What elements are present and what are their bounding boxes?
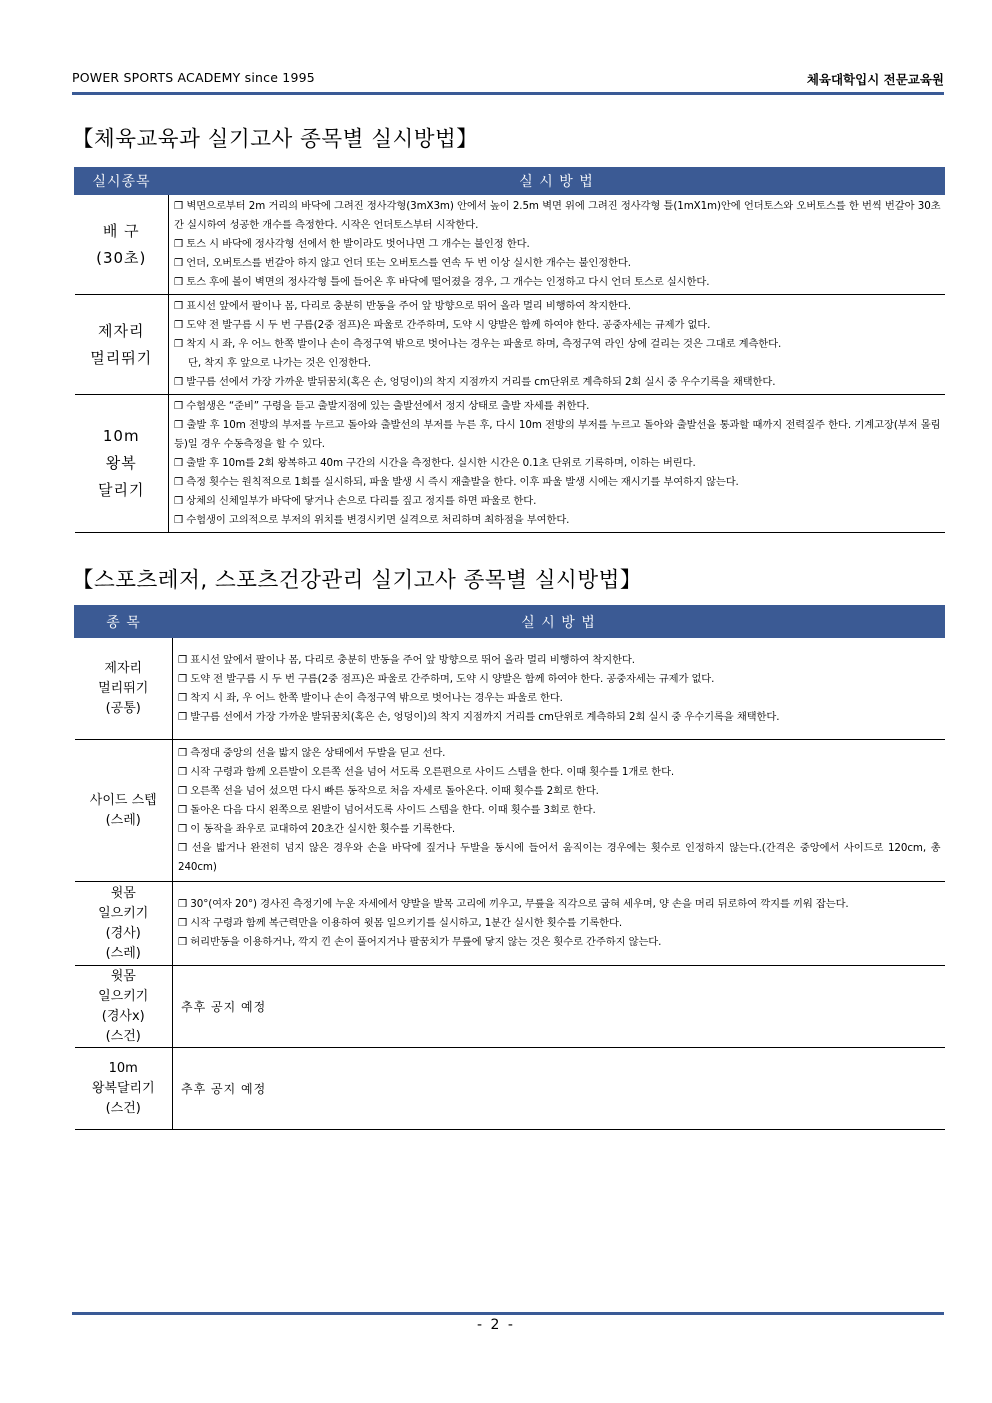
event-name: 10m 왕복달리기 (스건) bbox=[75, 1048, 173, 1130]
method-item: ❒ 발구름 선에서 가장 가까운 발뒤꿈치(혹은 손, 엉덩이)의 착지 지점까지 거리를 cm단위로 계측하되 2회 실시 중 우수기록을 채택한다. bbox=[174, 376, 776, 388]
method-item: ❒ 선을 밟거나 완전히 넘지 않은 경우와 손을 바닥에 짚거나 두발을 동시에 들어서 움직이는 경우에는 횟수로 인정하지 않는다.(간격은 중앙에서 사이드로 120cm, 총 240cm) bbox=[178, 842, 941, 873]
method-item: ❒ 토스 시 바닥에 정사각형 선에서 한 발이라도 벗어나면 그 개수는 불인정 한다. bbox=[174, 238, 530, 250]
method-item: ❒ 측정 횟수는 원칙적으로 1회를 실시하되, 파울 발생 시 즉시 재출발을 한다. 이후 파울 발생 시에는 재시기를 부여하지 않는다. bbox=[174, 476, 739, 488]
table-row bbox=[75, 740, 945, 882]
method-item: ❒ 언더, 오버토스를 번갈아 하지 않고 언더 또는 오버토스를 연속 두 번 이상 실시한 개수는 불인정한다. bbox=[174, 257, 631, 269]
event-name: 제자리 멀리뛰기 bbox=[75, 295, 169, 395]
method-item: ❒ 표시선 앞에서 팔이나 몸, 다리로 충분히 반동을 주어 앞 방향으로 뛰어 올라 멀리 비행하여 착지한다. bbox=[174, 300, 631, 312]
event-name: 10m 왕복 달리기 bbox=[75, 395, 169, 533]
event-method bbox=[173, 638, 945, 740]
page-header bbox=[72, 70, 944, 90]
table-row bbox=[75, 395, 945, 533]
page-number: - 2 - bbox=[477, 1317, 515, 1333]
event-name: 제자리 멀리뛰기 (공통) bbox=[75, 638, 173, 740]
event-name: 배 구 (30초) bbox=[75, 195, 169, 295]
event-name: 윗몸 일으키기 (경사) (스레) bbox=[75, 882, 173, 966]
table-row bbox=[75, 295, 945, 395]
method-item: ❒ 30°(여자 20°) 경사진 측정기에 누운 자세에서 양발을 발목 고리에 끼우고, 무릎을 직각으로 굽혀 세우며, 양 손을 머리 뒤로하여 깍지를 끼워 잡는다. bbox=[178, 898, 849, 910]
method-item: ❒ 발구름 선에서 가장 가까운 발뒤꿈치(혹은 손, 엉덩이)의 착지 지점까지 거리를 cm단위로 계측하되 2회 실시 중 우수기록을 채택한다. bbox=[178, 710, 780, 723]
method-item: ❒ 측정대 중앙의 선을 밟지 않은 상태에서 두발을 딛고 선다. bbox=[178, 747, 446, 759]
col-header-item: 종 목 bbox=[75, 606, 173, 638]
col-header-method: 실 시 방 법 bbox=[169, 168, 945, 195]
method-item: ❒ 돌아온 다음 다시 왼쪽으로 왼발이 넘어서도록 사이드 스텝을 한다. 이때 횟수를 3회로 한다. bbox=[178, 804, 596, 816]
method-item: ❒ 도약 전 발구름 시 두 번 구름(2중 점프)은 파울로 간주하며, 도약 시 양발은 함께 하여야 한다. 공중자세는 규제가 없다. bbox=[174, 319, 711, 331]
method-item: ❒ 허리반동을 이용하거나, 깍지 낀 손이 풀어지거나 팔꿈치가 무릎에 닿지 않는 것은 횟수로 간주하지 않는다. bbox=[178, 936, 662, 948]
section2-header-row bbox=[75, 606, 945, 638]
method-item: ❒ 수험생은 “준비” 구령을 듣고 출발지점에 있는 출발선에서 정지 상태로 출발 자세를 취한다. bbox=[174, 400, 590, 412]
event-method bbox=[169, 395, 945, 533]
event-name: 사이드 스텝 (스레) bbox=[75, 740, 173, 882]
method-item: ❒ 수험생이 고의적으로 부저의 위치를 변경시키면 실격으로 처리하며 최하점을 부여한다. bbox=[174, 514, 570, 526]
method-item: ❒ 출발 후 10m를 2회 왕복하고 40m 구간의 시간을 측정한다. 실시한 시간은 0.1초 단위로 기록하며, 이하는 버린다. bbox=[174, 457, 696, 469]
method-item: ❒ 이 동작을 좌우로 교대하여 20초간 실시한 횟수를 기록한다. bbox=[178, 823, 456, 835]
event-method bbox=[173, 1048, 945, 1130]
method-item: ❒ 도약 전 발구름 시 두 번 구름(2중 점프)은 파울로 간주하며, 도약 시 양발은 함께 하여야 한다. 공중자세는 규제가 없다. bbox=[178, 672, 715, 685]
col-header-item: 실시종목 bbox=[75, 168, 169, 195]
method-item: ❒ 표시선 앞에서 팔이나 몸, 다리로 충분히 반동을 주어 앞 방향으로 뛰어 올라 멀리 비행하여 착지한다. bbox=[178, 653, 635, 666]
event-method bbox=[173, 740, 945, 882]
table-row bbox=[75, 195, 945, 295]
col-header-method: 실 시 방 법 bbox=[173, 606, 945, 638]
method-item: ❒ 벽면으로부터 2m 거리의 바닥에 그려진 정사각형(3mX3m) 안에서 높이 2.5m 벽면 위에 그려진 정사각형 틀(1mX1m)안에 언더토스와 오버토스를 한 번씩 번갈아 30초간 실시하여 성공한 개수를 측정한다. 시작은 언더토스부터 시작한다. bbox=[174, 200, 941, 231]
event-name: 윗몸 일으키기 (경사x) (스건) bbox=[75, 966, 173, 1048]
method-item: ❒ 출발 후 10m 전방의 부저를 누르고 돌아와 출발선의 부저를 누른 후, 다시 10m 전방의 부저를 누르고 돌아와 출발선을 통과할 때까지 전력질주 한다. 기계고장(부저 몰림 등)일 경우 수동측정을 할 수 있다. bbox=[174, 419, 941, 450]
table-row bbox=[75, 638, 945, 740]
method-item: ❒ 상체의 신체일부가 바닥에 닿거나 손으로 다리를 짚고 정지를 하면 파울로 한다. bbox=[174, 495, 537, 507]
institute-name: 체육대학입시 전문교육원 bbox=[806, 72, 944, 87]
academy-name: POWER SPORTS ACADEMY since 1995 bbox=[72, 70, 315, 85]
method-item: ❒ 오른쪽 선을 넘어 섰으면 다시 빠른 동작으로 처음 자세로 돌아온다. 이때 횟수를 2회로 한다. bbox=[178, 785, 599, 797]
method-item: ❒ 토스 후에 볼이 벽면의 정사각형 틀에 들어온 후 바닥에 떨어졌을 경우, 그 개수는 인정하고 다시 언더 토스로 실시한다. bbox=[174, 276, 710, 288]
method-item: ❒ 착지 시 좌, 우 어느 한쪽 발이나 손이 측정구역 밖으로 벗어나는 경우는 파울로 하며, 측정구역 라인 상에 걸리는 것은 그대로 계측한다. bbox=[174, 338, 782, 350]
event-method bbox=[173, 882, 945, 966]
section1-header-row bbox=[75, 168, 945, 195]
section1-title: 【체육교육과 실기고사 종목별 실시방법】 bbox=[72, 127, 479, 152]
event-method bbox=[173, 966, 945, 1048]
table-row bbox=[75, 1048, 945, 1130]
event-method bbox=[169, 295, 945, 395]
event-method bbox=[169, 195, 945, 295]
method-item: ❒ 시작 구령과 함께 오른발이 오른쪽 선을 넘어 서도록 오른편으로 사이드 스텝을 한다. 이때 횟수를 1개로 한다. bbox=[178, 766, 675, 778]
method-item: 추후 공지 예정 bbox=[181, 1000, 267, 1014]
section2-table bbox=[74, 605, 945, 1130]
method-item: ❒ 착지 시 좌, 우 어느 한쪽 발이나 손이 측정구역 밖으로 벗어나는 경우는 파울로 한다. bbox=[178, 691, 563, 704]
footer-divider bbox=[72, 1312, 944, 1315]
section1-table bbox=[74, 167, 945, 533]
method-item: ❒ 시작 구령과 함께 복근력만을 이용하여 윗몸 일으키기를 실시하고, 1분간 실시한 횟수를 기록한다. bbox=[178, 917, 623, 929]
section2-title: 【스포츠레저, 스포츠건강관리 실기고사 종목별 실시방법】 bbox=[72, 568, 642, 593]
table-row bbox=[75, 966, 945, 1048]
header-divider bbox=[72, 92, 944, 95]
method-item: 단, 착지 후 앞으로 나가는 것은 인정한다. bbox=[188, 357, 371, 369]
table-row bbox=[75, 882, 945, 966]
method-item: 추후 공지 예정 bbox=[181, 1082, 267, 1096]
